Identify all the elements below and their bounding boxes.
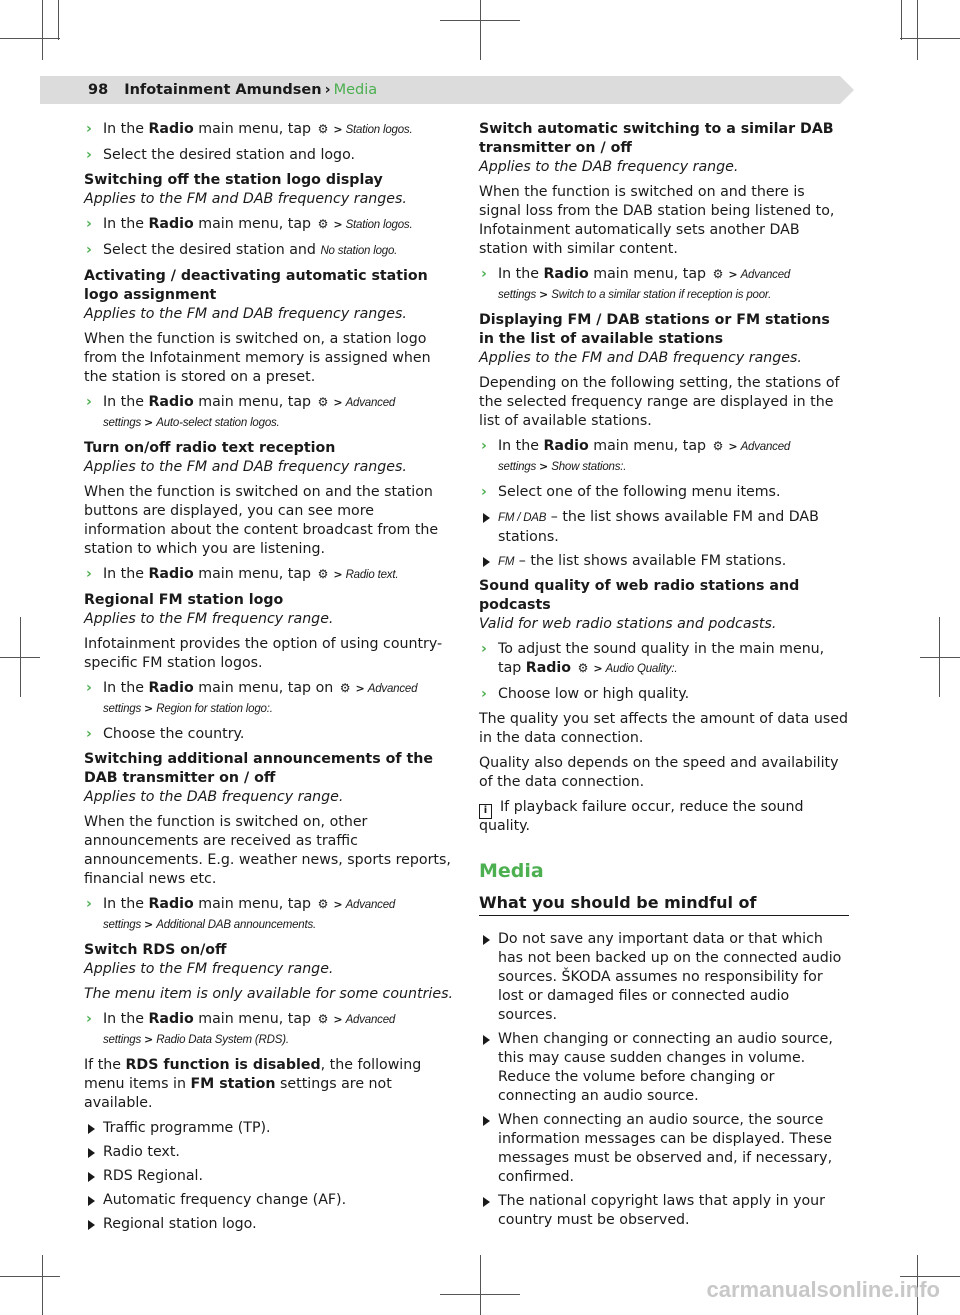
watermark: carmanualsonline.info <box>706 1277 940 1302</box>
section-heading: Displaying FM / DAB stations or FM stations in the list of available stations <box>479 312 830 347</box>
availability-note: The menu item is only available for some countries. <box>84 986 453 1002</box>
header-arrow <box>840 76 854 104</box>
instruction-step: › In the Radio main menu, tap ⚙ > Advanced settings > Switch to a similar station if reception is poor. <box>481 266 791 301</box>
crop-mark <box>920 657 960 658</box>
instruction-step: › Select one of the following menu items. <box>481 484 781 500</box>
crop-mark <box>480 0 481 60</box>
list-item: Do not save any important data or that which has not been backed up on the connected audio sources. ŠKODA assumes no responsibility for lost or damaged files or connected audio sources. <box>479 930 849 1025</box>
section-heading: Turn on/off radio text reception <box>84 440 336 456</box>
list-item: When changing or connecting an audio source, this may cause sudden changes in volume. Reduce the volume before changing or connecting an audio source. <box>479 1030 849 1106</box>
list-item: Radio text. <box>84 1143 454 1162</box>
paragraph: When the function is switched on, other announcements are received as traffic announcements. E.g. weather news, sports reports, financial news etc. <box>84 814 451 887</box>
bullet-triangle-icon <box>483 513 490 523</box>
menu-item: Station logos. <box>345 124 413 136</box>
paragraph: Infotainment provides the option of using country-specific FM station logos. <box>84 636 443 671</box>
gear-icon: ⚙ <box>712 267 724 281</box>
paragraph: When the function is switched on and there is signal loss from the DAB station being listened to, Infotainment automatically sets another DAB station with similar content. <box>479 184 835 257</box>
info-note: i If playback failure occur, reduce the sound quality. <box>479 799 804 834</box>
bullet-triangle-icon <box>483 935 490 945</box>
bullet-triangle-icon <box>88 1220 95 1230</box>
crop-mark <box>20 617 21 697</box>
crop-mark <box>900 38 960 39</box>
instruction-step: › In the Radio main menu, tap ⚙ > Radio text. <box>86 566 399 582</box>
bullet-triangle-icon <box>88 1148 95 1158</box>
gear-icon: ⚙ <box>712 439 724 453</box>
section-scope: Applies to the DAB frequency range. <box>479 159 739 175</box>
list-item: Automatic frequency change (AF). <box>84 1191 454 1210</box>
page-number: 98 <box>88 82 109 98</box>
section-scope: Applies to the FM frequency range. <box>84 611 334 627</box>
instruction-step: › In the Radio main menu, tap on ⚙ > Advanced settings > Region for station logo:. <box>86 680 418 715</box>
bullet-triangle-icon <box>88 1124 95 1134</box>
section-scope: Applies to the FM and DAB frequency ranges. <box>84 459 407 475</box>
crop-mark <box>440 20 520 21</box>
section-heading: Switch RDS on/off <box>84 942 227 958</box>
instruction-step: › To adjust the sound quality in the main menu, tap Radio ⚙ > Audio Quality:. <box>481 641 825 676</box>
paragraph: When the function is switched on, a station logo from the Infotainment memory is assigned when the station is stored on a preset. <box>84 331 431 385</box>
crop-mark <box>58 0 59 40</box>
instruction-step: › Select the desired station and No station logo. <box>86 242 398 258</box>
instruction-step: › In the Radio main menu, tap ⚙ > Advanced settings > Auto-select station logos. <box>86 394 396 429</box>
crop-mark <box>917 0 918 60</box>
instruction-step: › Choose the country. <box>86 726 245 742</box>
bullet-triangle-icon <box>483 1116 490 1126</box>
gear-icon: ⚙ <box>317 1012 329 1026</box>
section-scope: Applies to the FM frequency range. <box>84 961 334 977</box>
section-scope: Applies to the FM and DAB frequency ranges. <box>479 350 802 366</box>
section-title: Infotainment Amundsen <box>124 82 322 98</box>
list-item: When connecting an audio source, the source information messages can be displayed. These messages must be observed and, if necessary, confirmed. <box>479 1111 849 1187</box>
crop-mark <box>0 38 60 39</box>
right-column <box>479 120 849 1235</box>
bullet-triangle-icon <box>483 1197 490 1207</box>
gear-icon: ⚙ <box>317 395 329 409</box>
bullet-triangle-icon <box>483 557 490 567</box>
list-item: FM / DAB – the list shows available FM and DAB stations. <box>479 508 849 547</box>
paragraph: Depending on the following setting, the stations of the selected frequency range are displayed in the list of available stations. <box>479 375 840 429</box>
crop-mark <box>939 617 940 697</box>
instruction-step: › In the Radio main menu, tap ⚙ > Advanced settings > Radio Data System (RDS). <box>86 1011 396 1046</box>
section-heading: Regional FM station logo <box>84 592 284 608</box>
bullet-triangle-icon <box>88 1196 95 1206</box>
crop-mark <box>0 1276 60 1277</box>
crop-mark <box>901 0 902 40</box>
left-column <box>84 120 454 1239</box>
instruction-step: › In the Radio main menu, tap ⚙ > Station logos. <box>86 121 413 137</box>
section-heading: Switching additional announcements of the DAB transmitter on / off <box>84 751 433 786</box>
breadcrumb-separator: › <box>324 82 331 98</box>
bullet-triangle-icon <box>483 1035 490 1045</box>
step-arrow: › <box>86 121 92 137</box>
info-icon: i <box>479 804 492 819</box>
running-header <box>88 79 377 101</box>
section-heading: Switching off the station logo display <box>84 172 383 188</box>
paragraph: When the function is switched on and the station buttons are displayed, you can see more information about the content broadcast from the station to which you are listening. <box>84 484 439 557</box>
crop-mark <box>42 1255 43 1315</box>
crop-mark <box>440 1294 520 1295</box>
gear-icon: ⚙ <box>317 897 329 911</box>
chapter-title: Media <box>479 860 544 882</box>
list-item: The national copyright laws that apply in your country must be observed. <box>479 1192 849 1230</box>
gear-icon: ⚙ <box>317 217 329 231</box>
gear-icon: ⚙ <box>577 661 589 675</box>
instruction-step: › In the Radio main menu, tap ⚙ > Advanced settings > Show stations:. <box>481 438 791 473</box>
gear-icon: ⚙ <box>317 122 329 136</box>
section-scope: Applies to the FM and DAB frequency ranges. <box>84 306 407 322</box>
instruction-step: › In the Radio main menu, tap ⚙ > Advanced settings > Additional DAB announcements. <box>86 896 396 931</box>
crop-mark <box>480 1255 481 1315</box>
instruction-step: › Select the desired station and logo. <box>86 147 356 163</box>
gear-icon: ⚙ <box>339 681 351 695</box>
section-heading: Switch automatic switching to a similar DAB transmitter on / off <box>479 121 834 156</box>
section-heading: Sound quality of web radio stations and podcasts <box>479 578 800 613</box>
section-heading: Activating / deactivating automatic station logo assignment <box>84 268 428 303</box>
list-item: Traffic programme (TP). <box>84 1119 454 1138</box>
gear-icon: ⚙ <box>317 567 329 581</box>
crop-mark <box>42 0 43 60</box>
section-scope: Applies to the FM and DAB frequency ranges. <box>84 191 407 207</box>
paragraph: The quality you set affects the amount of data used in the data connection. <box>479 711 848 746</box>
bullet-triangle-icon <box>88 1172 95 1182</box>
subsection-title: Media <box>333 82 378 98</box>
paragraph: Quality also depends on the speed and availability of the data connection. <box>479 755 839 790</box>
list-item: Regional station logo. <box>84 1215 454 1234</box>
section-scope: Applies to the DAB frequency range. <box>84 789 344 805</box>
list-item: FM – the list shows available FM stations. <box>479 552 849 572</box>
instruction-step: › Choose low or high quality. <box>481 686 690 702</box>
paragraph: If the RDS function is disabled, the following menu items in FM station settings are not available. <box>84 1057 422 1111</box>
list-item: RDS Regional. <box>84 1167 454 1186</box>
instruction-step: › In the Radio main menu, tap ⚙ > Station logos. <box>86 216 413 232</box>
section-scope: Valid for web radio stations and podcasts. <box>479 616 777 632</box>
subchapter-title: What you should be mindful of <box>479 893 849 916</box>
